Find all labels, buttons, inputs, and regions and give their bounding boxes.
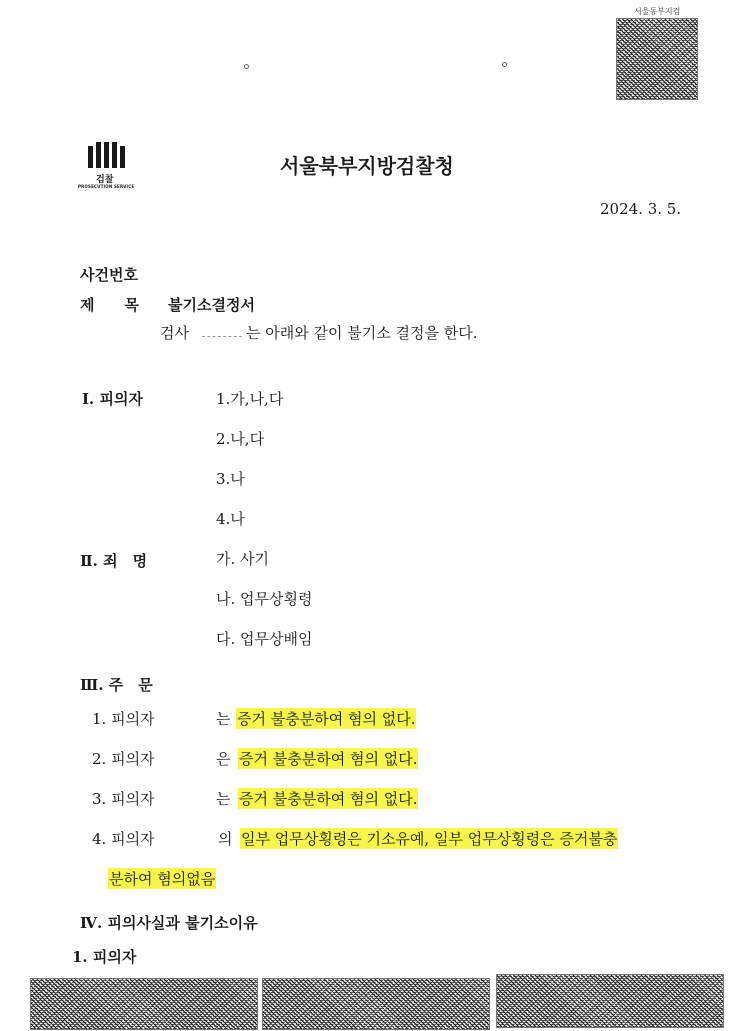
disposition-num: 3. 피의자 — [92, 790, 155, 808]
suspect-item: 4.나 — [216, 510, 245, 528]
logo-text: 검찰 — [96, 175, 114, 185]
facts-sub-label: 1. 피의자 — [72, 948, 137, 966]
document-date: 2024. 3. 5. — [600, 200, 682, 218]
disposition-num: 1. 피의자 — [92, 710, 155, 728]
scan-speck — [502, 62, 507, 67]
suspect-section-label: Ⅰ. 피의자 — [82, 390, 143, 408]
suspect-item: 1.가,나,다 — [216, 390, 284, 408]
disposition-num: 4. 피의자 — [92, 830, 155, 848]
disposition-text: 증거 불충분하여 혐의 없다. — [239, 790, 418, 808]
office-title: 서울북부지방검찰청 — [280, 154, 454, 178]
redacted-barcode — [616, 18, 698, 100]
disposition-particle: 는 — [216, 710, 231, 728]
intro-prefix: 검사 — [160, 324, 189, 342]
charge-item: 나. 업무상횡령 — [216, 590, 313, 608]
redacted-block — [262, 978, 490, 1030]
disposition-particle: 은 — [216, 750, 231, 768]
disposition-text: 증거 불충분하여 혐의 없다. — [239, 750, 418, 768]
redacted-block — [30, 978, 258, 1030]
prosecution-logo-icon — [88, 142, 126, 168]
disposition-text-continued: 분하여 혐의없음 — [109, 870, 216, 888]
charges-section-label: Ⅱ. 죄 명 — [80, 552, 148, 570]
disposition-particle: 는 — [216, 790, 231, 808]
suspect-item: 2.나,다 — [216, 430, 265, 448]
suspect-item: 3.나 — [216, 470, 245, 488]
charge-item: 가. 사기 — [216, 550, 270, 568]
charge-item: 다. 업무상배임 — [216, 630, 313, 648]
facts-section-label: Ⅳ. 피의사실과 불기소이유 — [80, 914, 258, 932]
stamp-label: 서울동부지검 — [634, 7, 681, 16]
disposition-num: 2. 피의자 — [92, 750, 155, 768]
intro-suffix: 는 아래와 같이 불기소 결정을 한다. — [246, 324, 478, 342]
disposition-section-label: Ⅲ. 주 문 — [80, 676, 153, 694]
scan-speck — [244, 64, 249, 69]
disposition-particle: 의 — [218, 830, 233, 848]
subject-label: 제 목 — [80, 296, 139, 314]
redacted-block — [496, 974, 724, 1028]
disposition-text: 일부 업무상횡령은 기소유예, 일부 업무상횡령은 증거불충 — [241, 830, 618, 848]
logo-subtext: PROSECUTION SERVICE — [78, 184, 135, 189]
redacted-name — [202, 336, 242, 337]
case-number-label: 사건번호 — [80, 266, 138, 284]
subject-value: 불기소결정서 — [168, 296, 255, 314]
disposition-text: 증거 불충분하여 혐의 없다. — [237, 710, 416, 728]
